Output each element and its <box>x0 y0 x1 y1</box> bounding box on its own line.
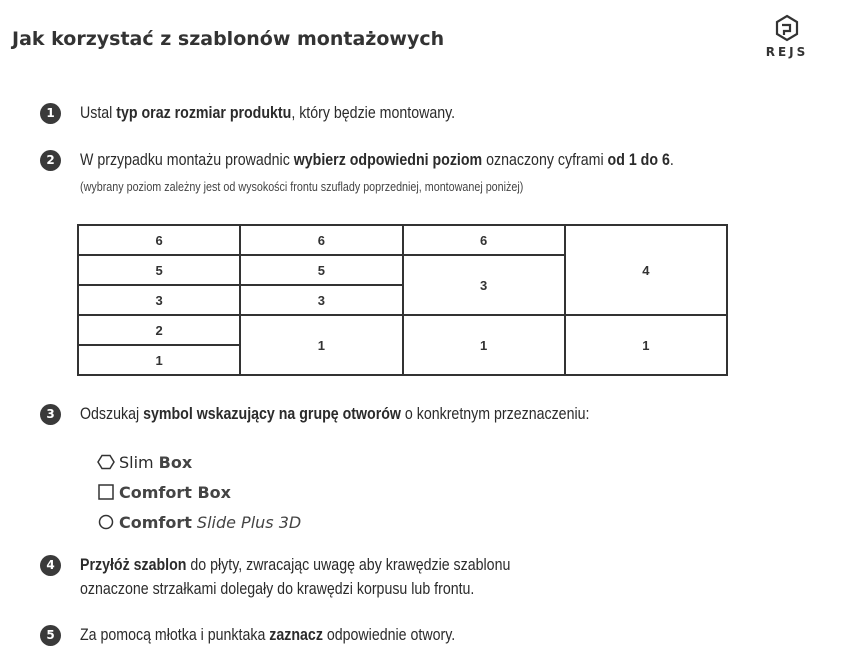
symbol-comfort-box: Comfort Box <box>97 477 301 507</box>
level-cell: 4 <box>565 225 727 315</box>
step-4-badge: 4 <box>40 555 61 576</box>
symbol-slim-box: Slim Box <box>97 447 301 477</box>
step-2-text: W przypadku montażu prowadnic wybierz odpowiedni poziom oznaczony cyframi od 1 do 6. <box>80 151 674 169</box>
level-table <box>77 224 728 376</box>
level-cell: 5 <box>240 255 402 285</box>
step-5-text: Za pomocą młotka i punktaka zaznacz odpowiednie otwory. <box>80 626 456 644</box>
step-4-text: Przyłóż szablon do płyty, zwracając uwagę aby krawędzie szablonu <box>80 556 511 574</box>
level-cell: 1 <box>240 315 402 375</box>
step-1-badge: 1 <box>40 103 61 124</box>
level-cell: 3 <box>240 285 402 315</box>
step-4-text-line2: oznaczone strzałkami dolegały do krawędzi korpusu lub frontu. <box>80 580 475 598</box>
symbol-list <box>97 447 301 537</box>
rejs-logo-icon <box>757 14 817 44</box>
level-cell: 5 <box>78 255 240 285</box>
level-cell: 1 <box>78 345 240 375</box>
step-2-badge: 2 <box>40 150 61 171</box>
symbol-comfort-slide: Comfort Slide Plus 3D <box>97 507 301 537</box>
level-cell: 1 <box>403 315 565 375</box>
logo-text: REJS <box>765 45 809 59</box>
level-cell: 1 <box>565 315 727 375</box>
step-5-badge: 5 <box>40 625 61 646</box>
level-cell: 3 <box>403 255 565 315</box>
hexagon-icon <box>97 453 115 471</box>
level-cell: 6 <box>403 225 565 255</box>
step-1-text: Ustal typ oraz rozmiar produktu, który będzie montowany. <box>80 104 456 122</box>
step-3-text: Odszukaj symbol wskazujący na grupę otworów o konkretnym przeznaczeniu: <box>80 405 590 423</box>
square-icon <box>97 483 115 501</box>
step-2-note: (wybrany poziom zależny jest od wysokości frontu szuflady poprzedniej, montowanej poniżej) <box>80 180 524 194</box>
level-cell: 6 <box>240 225 402 255</box>
level-cell: 3 <box>78 285 240 315</box>
rejs-logo <box>757 14 817 64</box>
level-cell: 2 <box>78 315 240 345</box>
step-3-badge: 3 <box>40 404 61 425</box>
circle-icon <box>97 513 115 531</box>
level-cell: 6 <box>78 225 240 255</box>
page-title: Jak korzystać z szablonów montażowych <box>12 28 445 50</box>
